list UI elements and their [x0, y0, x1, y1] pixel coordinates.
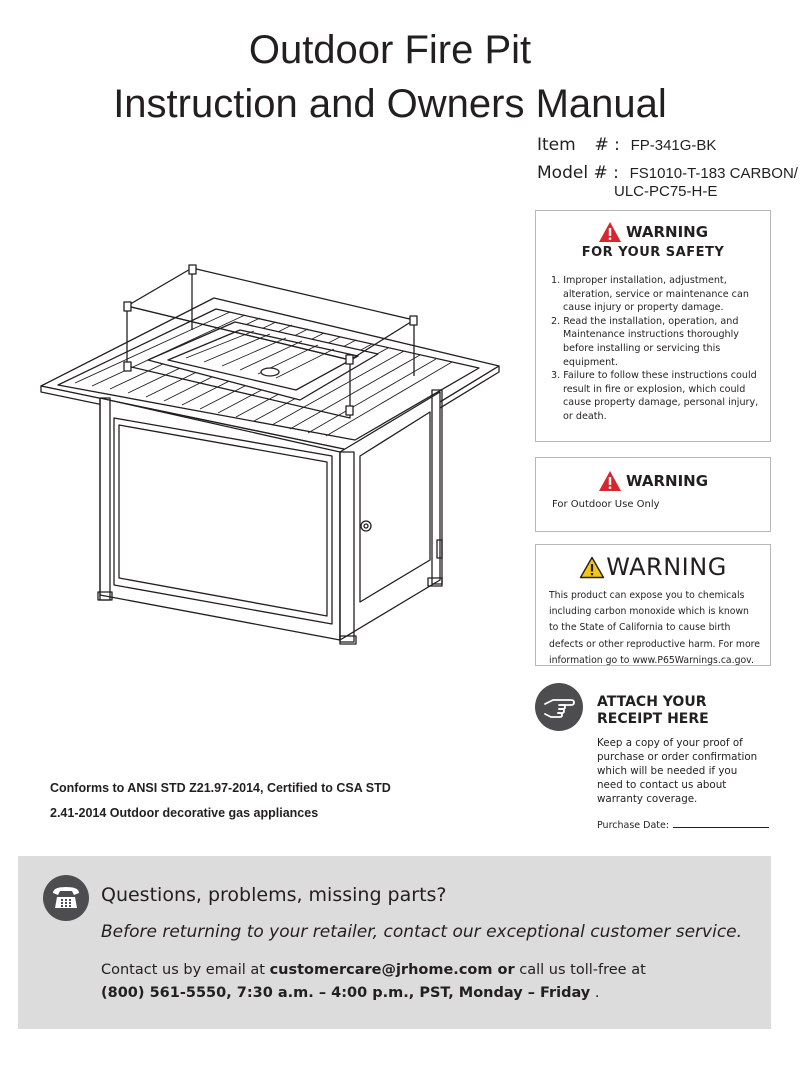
warning-safety-item-1: 1. Improper installation, adjustment, alteration, service or maintenance can cause injury or property damage. — [551, 275, 749, 314]
warning-prop65-text: This product can expose you to chemicals including carbon monoxide which is known to the State of California to cause birth defects or other reproductive harm. For more information go to www.P65Warnings.ca.gov. — [549, 590, 760, 666]
support-hours-end: . — [590, 985, 600, 1001]
purchase-date-line — [673, 827, 769, 828]
contact-suffix: call us toll-free at — [514, 962, 646, 978]
conformance-line1: Conforms to ANSI STD Z21.97-2014, Certified to CSA STD — [50, 781, 391, 795]
model-number-row — [537, 163, 798, 183]
warning-outdoor-heading: WARNING — [625, 472, 709, 490]
warning-safety-box — [535, 210, 771, 442]
support-contact-line — [101, 962, 646, 978]
warning-safety-header — [536, 221, 770, 243]
warning-prop65-header — [536, 553, 770, 581]
receipt-heading-line1: ATTACH YOUR — [597, 694, 707, 710]
purchase-date-label: Purchase Date: — [597, 820, 670, 831]
item-label: Item — [537, 135, 576, 155]
warning-safety-subheading: FOR YOUR SAFETY — [581, 245, 725, 260]
purchase-date-field — [597, 820, 769, 831]
warning-safety-list — [536, 274, 770, 424]
warning-outdoor-text: For Outdoor Use Only — [552, 499, 660, 510]
fire-pit-illustration — [40, 262, 502, 654]
customer-service-panel — [18, 856, 771, 1029]
receipt-heading — [597, 694, 709, 728]
pointing-hand-icon — [535, 683, 583, 731]
warning-safety-item-2: 2. Read the installation, operation, and Maintenance instructions thoroughly before installing or servicing this equipment. — [551, 315, 739, 368]
item-value: FP-341G-BK — [630, 137, 717, 154]
warning-safety-item-3: 3. Failure to follow these instructions could result in fire or explosion, which could cause property damage, personal injury, or death. — [551, 370, 759, 422]
page-title-line2: Instruction and Owners Manual — [113, 82, 667, 126]
alert-triangle-icon — [598, 221, 622, 243]
support-email-link[interactable]: customercare@jrhome.com — [269, 962, 493, 978]
page-title-line1: Outdoor Fire Pit — [248, 28, 532, 72]
contact-or: or — [492, 962, 515, 978]
item-hash: # : — [594, 135, 620, 155]
caution-triangle-icon — [579, 556, 605, 579]
support-instruction: Before returning to your retailer, contact our exceptional customer service. — [101, 922, 743, 942]
warning-prop65-box — [535, 544, 771, 666]
support-question: Questions, problems, missing parts? — [101, 884, 447, 906]
model-value-line2: ULC-PC75-H-E — [614, 183, 718, 200]
contact-prefix: Contact us by email at — [101, 962, 270, 978]
receipt-text: Keep a copy of your proof of purchase or order confirmation which will be needed if you need to contact us about warranty coverage. — [597, 737, 758, 805]
telephone-icon — [43, 875, 89, 921]
warning-safety-heading: WARNING — [625, 223, 709, 241]
model-label: Model # : — [537, 163, 619, 183]
warning-outdoor-box — [535, 457, 771, 532]
model-value-line1: FS1010-T-183 CARBON/ — [629, 165, 798, 182]
alert-triangle-icon — [598, 470, 622, 492]
warning-outdoor-header — [536, 470, 770, 492]
warning-prop65-heading: WARNING — [606, 553, 727, 581]
item-number-row — [537, 135, 716, 155]
support-hours-line — [101, 985, 599, 1001]
support-phone-hours: (800) 561-5550, 7:30 a.m. – 4:00 p.m., PST, Monday – Friday — [101, 985, 591, 1001]
receipt-heading-line2: RECEIPT HERE — [597, 711, 709, 727]
conformance-line2: 2.41-2014 Outdoor decorative gas appliances — [50, 806, 319, 820]
